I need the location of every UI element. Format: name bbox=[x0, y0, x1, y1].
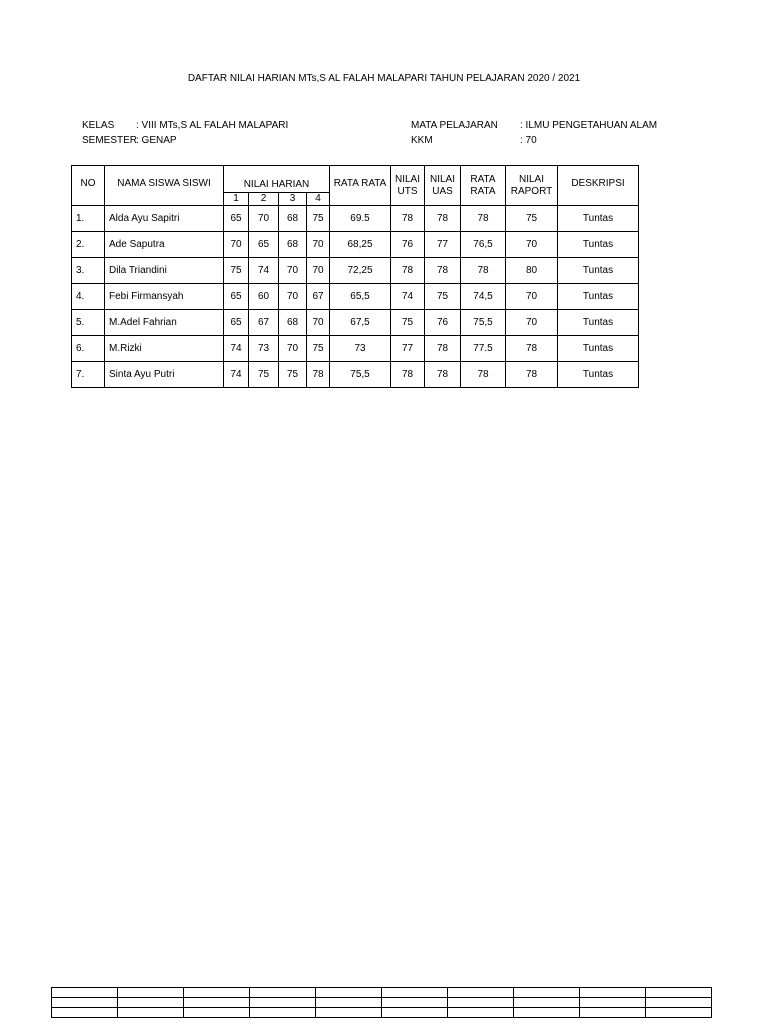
empty-cell bbox=[184, 988, 250, 998]
empty-cell bbox=[382, 998, 448, 1008]
cell-n3: 75 bbox=[279, 362, 307, 388]
cell-n1: 65 bbox=[224, 206, 249, 232]
empty-cell bbox=[184, 998, 250, 1008]
cell-nama: Ade Saputra bbox=[105, 232, 224, 258]
cell-rata-rata: 72,25 bbox=[330, 258, 391, 284]
cell-deskripsi: Tuntas bbox=[558, 336, 639, 362]
header-rata bbox=[461, 166, 506, 206]
semester-value: : GENAP bbox=[136, 135, 177, 146]
header-rata-line1: RATA bbox=[470, 173, 496, 185]
empty-cell bbox=[52, 998, 118, 1008]
empty-cell bbox=[382, 1008, 448, 1018]
cell-nama: Alda Ayu Sapitri bbox=[105, 206, 224, 232]
empty-grid-row bbox=[52, 1008, 712, 1018]
cell-uas: 78 bbox=[425, 336, 461, 362]
cell-raport: 70 bbox=[506, 284, 558, 310]
cell-no: 4. bbox=[72, 284, 105, 310]
kkm-label: KKM bbox=[411, 135, 433, 146]
cell-rata-rata: 69.5 bbox=[330, 206, 391, 232]
cell-nama: M.Adel Fahrian bbox=[105, 310, 224, 336]
cell-n4: 70 bbox=[307, 232, 330, 258]
cell-deskripsi: Tuntas bbox=[558, 310, 639, 336]
header-nilai-uts-line1: NILAI bbox=[394, 173, 420, 185]
cell-no: 1. bbox=[72, 206, 105, 232]
cell-deskripsi: Tuntas bbox=[558, 362, 639, 388]
cell-nama: Sinta Ayu Putri bbox=[105, 362, 224, 388]
empty-cell bbox=[184, 1008, 250, 1018]
cell-deskripsi: Tuntas bbox=[558, 284, 639, 310]
header-nilai-raport-line2: RAPORT bbox=[510, 185, 553, 197]
table-row bbox=[72, 258, 639, 284]
header-rata-rata: RATA RATA bbox=[330, 166, 391, 206]
empty-cell bbox=[118, 988, 184, 998]
empty-grid bbox=[51, 987, 712, 1018]
mapel-value: : ILMU PENGETAHUAN ALAM bbox=[520, 120, 658, 131]
cell-n1: 65 bbox=[224, 310, 249, 336]
empty-cell bbox=[118, 1008, 184, 1018]
cell-n3: 68 bbox=[279, 206, 307, 232]
empty-cell bbox=[448, 1008, 514, 1018]
cell-uts: 78 bbox=[391, 258, 425, 284]
empty-cell bbox=[250, 998, 316, 1008]
empty-grid-row bbox=[52, 988, 712, 998]
empty-cell bbox=[646, 1008, 712, 1018]
cell-rata-rata: 73 bbox=[330, 336, 391, 362]
cell-n3: 70 bbox=[279, 284, 307, 310]
header-row bbox=[72, 166, 639, 193]
header-nilai-uas-line1: NILAI bbox=[429, 173, 455, 185]
cell-n1: 74 bbox=[224, 336, 249, 362]
cell-n2: 74 bbox=[249, 258, 279, 284]
cell-uas: 76 bbox=[425, 310, 461, 336]
empty-cell bbox=[316, 1008, 382, 1018]
table-row bbox=[72, 206, 639, 232]
header-nilai-uas bbox=[425, 166, 461, 206]
cell-n3: 70 bbox=[279, 258, 307, 284]
table-row bbox=[72, 336, 639, 362]
table-row bbox=[72, 232, 639, 258]
cell-uts: 76 bbox=[391, 232, 425, 258]
cell-nama: Febi Firmansyah bbox=[105, 284, 224, 310]
table-row bbox=[72, 362, 639, 388]
cell-rata: 78 bbox=[461, 206, 506, 232]
header-sub-4: 4 bbox=[307, 193, 330, 206]
cell-n2: 65 bbox=[249, 232, 279, 258]
empty-cell bbox=[580, 1008, 646, 1018]
empty-cell bbox=[382, 988, 448, 998]
header-nama: NAMA SISWA SISWI bbox=[105, 166, 224, 206]
cell-rata-rata: 68,25 bbox=[330, 232, 391, 258]
cell-rata-rata: 67,5 bbox=[330, 310, 391, 336]
empty-cell bbox=[250, 988, 316, 998]
cell-no: 2. bbox=[72, 232, 105, 258]
cell-uas: 75 bbox=[425, 284, 461, 310]
semester-label: SEMESTER bbox=[82, 135, 138, 146]
cell-uas: 78 bbox=[425, 258, 461, 284]
cell-no: 5. bbox=[72, 310, 105, 336]
cell-deskripsi: Tuntas bbox=[558, 232, 639, 258]
kelas-label: KELAS bbox=[82, 120, 115, 131]
header-nilai-raport-line1: NILAI bbox=[518, 173, 544, 185]
header-deskripsi: DESKRIPSI bbox=[558, 166, 639, 206]
header-sub-2: 2 bbox=[249, 193, 279, 206]
cell-uts: 74 bbox=[391, 284, 425, 310]
cell-uts: 77 bbox=[391, 336, 425, 362]
page-title: DAFTAR NILAI HARIAN MTs,S AL FALAH MALAPARI TAHUN PELAJARAN 2020 / 2021 bbox=[187, 73, 581, 84]
empty-cell bbox=[52, 988, 118, 998]
cell-no: 6. bbox=[72, 336, 105, 362]
kelas-row bbox=[82, 118, 288, 133]
empty-cell bbox=[646, 988, 712, 998]
cell-rata: 74,5 bbox=[461, 284, 506, 310]
cell-n4: 75 bbox=[307, 206, 330, 232]
empty-cell bbox=[580, 998, 646, 1008]
cell-rata: 78 bbox=[461, 258, 506, 284]
cell-n2: 67 bbox=[249, 310, 279, 336]
cell-uts: 78 bbox=[391, 206, 425, 232]
kelas-value: : VIII MTs,S AL FALAH MALAPARI bbox=[136, 120, 289, 131]
cell-n1: 70 bbox=[224, 232, 249, 258]
empty-cell bbox=[316, 988, 382, 998]
header-nilai-uas-line2: UAS bbox=[432, 185, 453, 197]
cell-raport: 75 bbox=[506, 206, 558, 232]
cell-rata: 77.5 bbox=[461, 336, 506, 362]
cell-deskripsi: Tuntas bbox=[558, 258, 639, 284]
cell-n3: 70 bbox=[279, 336, 307, 362]
cell-raport: 78 bbox=[506, 336, 558, 362]
header-nilai-raport bbox=[506, 166, 558, 206]
empty-cell bbox=[514, 1008, 580, 1018]
cell-n2: 60 bbox=[249, 284, 279, 310]
cell-rata: 78 bbox=[461, 362, 506, 388]
cell-n4: 70 bbox=[307, 310, 330, 336]
cell-n4: 70 bbox=[307, 258, 330, 284]
grades-table bbox=[71, 165, 639, 388]
empty-cell bbox=[514, 998, 580, 1008]
cell-n4: 75 bbox=[307, 336, 330, 362]
cell-uts: 78 bbox=[391, 362, 425, 388]
kkm-value: : 70 bbox=[520, 135, 537, 146]
cell-raport: 80 bbox=[506, 258, 558, 284]
empty-cell bbox=[646, 998, 712, 1008]
cell-uts: 75 bbox=[391, 310, 425, 336]
cell-n1: 74 bbox=[224, 362, 249, 388]
cell-rata: 75,5 bbox=[461, 310, 506, 336]
cell-raport: 70 bbox=[506, 232, 558, 258]
table-row bbox=[72, 310, 639, 336]
cell-nama: M.Rizki bbox=[105, 336, 224, 362]
class-info bbox=[82, 118, 288, 148]
cell-n3: 68 bbox=[279, 232, 307, 258]
cell-n2: 73 bbox=[249, 336, 279, 362]
empty-cell bbox=[316, 998, 382, 1008]
cell-rata-rata: 75,5 bbox=[330, 362, 391, 388]
empty-cell bbox=[52, 1008, 118, 1018]
kkm-row bbox=[411, 133, 657, 148]
header-rata-line2: RATA bbox=[470, 185, 496, 197]
cell-no: 3. bbox=[72, 258, 105, 284]
cell-n1: 75 bbox=[224, 258, 249, 284]
cell-no: 7. bbox=[72, 362, 105, 388]
empty-cell bbox=[250, 1008, 316, 1018]
mapel-label: MATA PELAJARAN bbox=[411, 120, 498, 131]
cell-uas: 78 bbox=[425, 206, 461, 232]
empty-cell bbox=[448, 988, 514, 998]
cell-nama: Dila Triandini bbox=[105, 258, 224, 284]
cell-n4: 78 bbox=[307, 362, 330, 388]
cell-n3: 68 bbox=[279, 310, 307, 336]
header-sub-1: 1 bbox=[224, 193, 249, 206]
empty-cell bbox=[514, 988, 580, 998]
cell-n2: 75 bbox=[249, 362, 279, 388]
header-nilai-uts bbox=[391, 166, 425, 206]
cell-rata-rata: 65,5 bbox=[330, 284, 391, 310]
cell-deskripsi: Tuntas bbox=[558, 206, 639, 232]
header-sub-3: 3 bbox=[279, 193, 307, 206]
semester-row bbox=[82, 133, 288, 148]
subject-info bbox=[411, 118, 657, 148]
empty-cell bbox=[448, 998, 514, 1008]
cell-rata: 76,5 bbox=[461, 232, 506, 258]
mapel-row bbox=[411, 118, 657, 133]
header-nilai-harian: NILAI HARIAN bbox=[224, 166, 330, 193]
cell-raport: 78 bbox=[506, 362, 558, 388]
cell-uas: 78 bbox=[425, 362, 461, 388]
cell-n1: 65 bbox=[224, 284, 249, 310]
header-nilai-uts-line2: UTS bbox=[397, 185, 418, 197]
cell-uas: 77 bbox=[425, 232, 461, 258]
header-no: NO bbox=[72, 166, 105, 206]
empty-cell bbox=[580, 988, 646, 998]
cell-n2: 70 bbox=[249, 206, 279, 232]
empty-grid-row bbox=[52, 998, 712, 1008]
empty-cell bbox=[118, 998, 184, 1008]
table-row bbox=[72, 284, 639, 310]
cell-n4: 67 bbox=[307, 284, 330, 310]
cell-raport: 70 bbox=[506, 310, 558, 336]
